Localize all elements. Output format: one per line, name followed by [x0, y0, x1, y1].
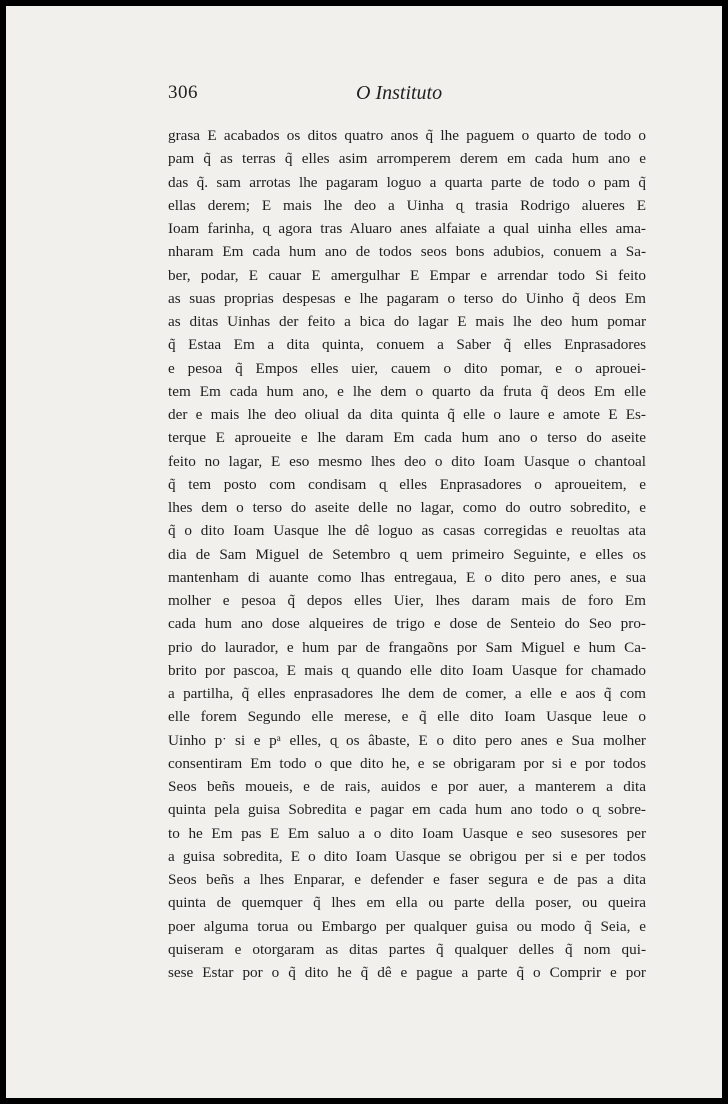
- text-line: lhes dem o terso do aseite delle no lagar, como do outro sobredito, e: [168, 499, 646, 516]
- text-line: e pesoa q̃ Empos elles uier, cauem o dito pomar, e o aprouei-: [168, 359, 646, 377]
- text-line: grasa E acabados os ditos quatro anos q̃ lhe paguem o quarto de todo o: [168, 127, 646, 144]
- text-line: feito no lagar, E eso mesmo lhes deo o dito Ioam Uasque o chantoal: [168, 452, 646, 470]
- text-line: q̃ tem posto com condisam ɋ elles Enprasadores o aproueitem, e: [168, 475, 646, 493]
- text-line: as ditas Uinhas der feito a bica do lagar E mais lhe deo hum pomar: [168, 313, 646, 330]
- text-line: prio do laurador, e hum par de frangaõns por Sam Miguel e hum Ca-: [168, 638, 646, 656]
- text-line: q̃ o dito Ioam Uasque lhe dê loguo as casas corregidas e reuoltas ata: [168, 522, 646, 540]
- text-line: Seos beñs moueis, e de rais, auidos e por auer, a manterem a dita: [168, 778, 646, 795]
- text-line: nharam Em cada hum ano de todos seos bons adubios, conuem a Sa-: [168, 243, 646, 261]
- text-line: elle forem Segundo elle merese, e q̃ elle dito Ioam Uasque leue o: [168, 708, 646, 726]
- text-line: dia de Sam Miguel de Setembro ɋ uem primeiro Seguinte, e elles os: [168, 545, 646, 563]
- body-text: [168, 124, 646, 984]
- text-line: q̃ Estaa Em a dita quinta, conuem a Saber q̃ elles Enprasadores: [168, 336, 646, 354]
- text-line: tem Em cada hum ano, e lhe dem o quarto da fruta q̃ deos Em elle: [168, 382, 646, 400]
- text-line: a partilha, q̃ elles enprasadores lhe dem de comer, a elle e aos q̃ com: [168, 685, 646, 702]
- text-line: Seos beñs a lhes Enparar, e defender e faser segura e de pas a dita: [168, 871, 646, 888]
- text-line: sese Estar por o q̃ dito he q̃ dê e pague a parte q̃ o Comprir e por: [168, 964, 646, 981]
- text-line: Uinho pˑ si e pᵃ elles, ɋ os âbaste, E o dito pero anes e Sua molher: [168, 731, 646, 749]
- page-header: [168, 82, 646, 108]
- text-line: quiseram e otorgaram as ditas partes q̃ qualquer delles q̃ nom qui-: [168, 940, 646, 958]
- text-line: cada hum ano dose alqueires de trigo e dose de Senteio do Seo pro-: [168, 615, 646, 633]
- text-line: terque E aproueite e lhe daram Em cada hum ano o terso do aseite: [168, 429, 646, 447]
- text-line: poer alguma torua ou Embargo per qualquer guisa ou modo q̃ Seia, e: [168, 917, 646, 935]
- text-line: ellas derem; E mais lhe deo a Uinha ɋ trasia Rodrigo alueres E: [168, 196, 646, 214]
- text-line: consentiram Em todo o que dito he, e se obrigaram por si e por todos: [168, 754, 646, 772]
- text-line: brito por pascoa, E mais ɋ quando elle dito Ioam Uasque for chamado: [168, 661, 646, 679]
- text-line: mantenham di auante como lhas entregaua, E o dito pero anes, e sua: [168, 568, 646, 586]
- text-line: as suas proprias despesas e lhe pagaram o terso do Uinho q̃ deos Em: [168, 289, 646, 307]
- text-line: das q̃. sam arrotas lhe pagaram loguo a quarta parte de todo o pam q̃: [168, 173, 646, 191]
- text-line: a guisa sobredita, E o dito Ioam Uasque se obrigou per si e per todos: [168, 847, 646, 865]
- text-line: quinta de quemquer q̃ lhes em ella ou parte della poser, ou queira: [168, 894, 646, 912]
- book-page: [6, 6, 722, 1098]
- text-line: quinta pela guisa Sobredita e pagar em cada hum ano todo o ɋ sobre-: [168, 801, 646, 819]
- text-line: ber, podar, E cauar E amergulhar E Empar e arrendar todo Si feito: [168, 266, 646, 284]
- running-title: O Instituto: [356, 82, 443, 104]
- page-number: 306: [168, 82, 198, 103]
- text-line: pam q̃ as terras q̃ elles asim arromperem derem em cada hum ano e: [168, 150, 646, 168]
- text-line: Ioam farinha, ɋ agora tras Aluaro anes alfaiate a qual uinha elles ama-: [168, 220, 646, 237]
- text-line: to he Em pas E Em saluo a o dito Ioam Uasque e seo susesores per: [168, 824, 646, 842]
- text-line: der e mais lhe deo oliual da dita quinta q̃ elle o laure e amote E Es-: [168, 406, 646, 423]
- text-line: molher e pesoa q̃ depos elles Uier, lhes daram mais de foro Em: [168, 592, 646, 609]
